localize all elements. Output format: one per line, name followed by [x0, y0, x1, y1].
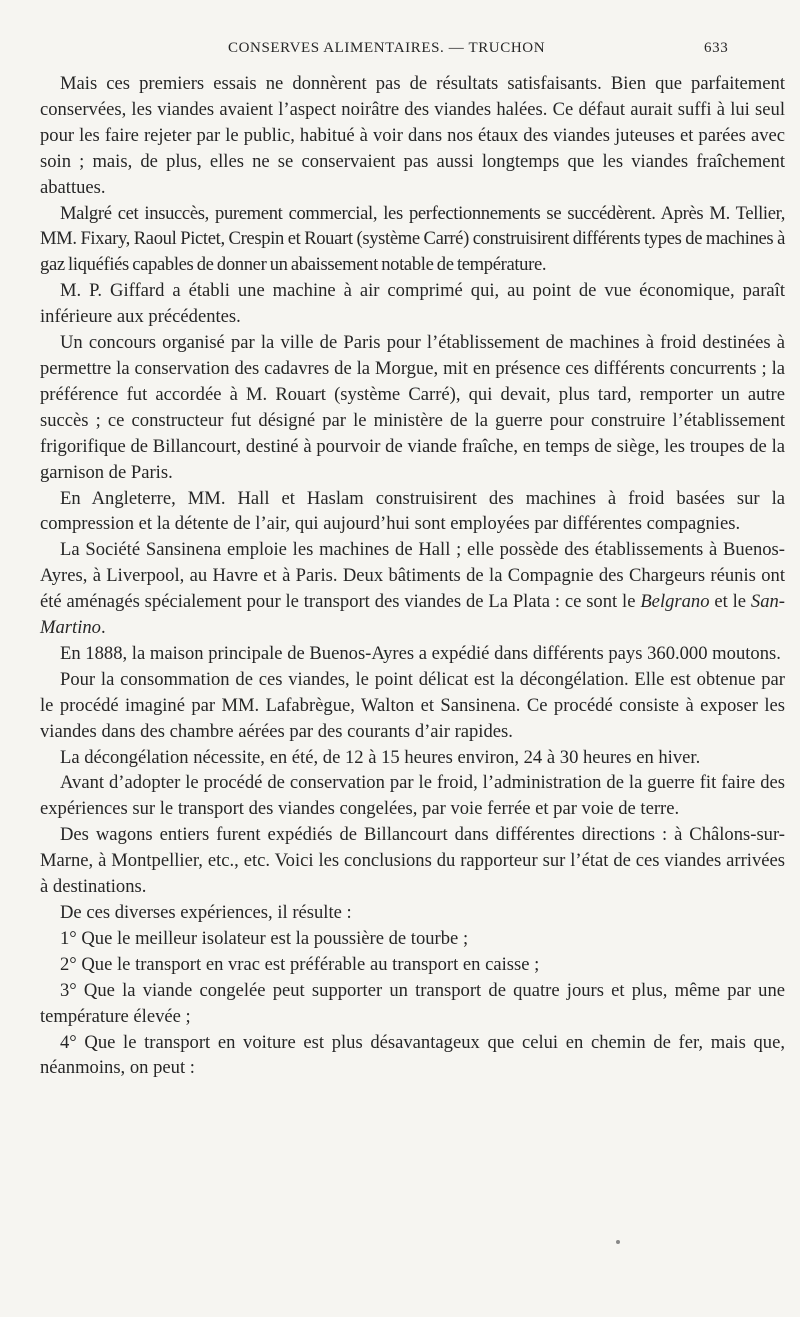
paragraph	[40, 537, 785, 641]
list-item: 1° Que le meilleur isolateur est la poussière de tourbe ;	[60, 927, 469, 949]
paragraph: M. P. Giffard a établi une machine à air comprimé qui, au point de vue économique, paraît inférieure aux précédentes.	[40, 280, 785, 328]
paragraph: Malgré cet insuccès, purement commercial, les perfectionnements se succédèrent. Après M. Tellier, MM. Fixary, Raoul Pictet, Crespin et Rouart (système Carré) construisirent différents types de machines à gaz liquéfiés capables de donner un abaissement notable de température.	[40, 202, 785, 276]
list-item: 2° Que le transport en vrac est préférable au transport en caisse ;	[60, 953, 540, 975]
ink-speck	[616, 1240, 620, 1244]
running-header	[0, 40, 800, 64]
page-number: 633	[704, 40, 729, 56]
ship-joiner: et le	[709, 591, 751, 613]
paragraph: Avant d’adopter le procédé de conservation par le froid, l’administration de la guerre fit faire des expériences sur le transport des viandes congelées, par voie ferrée et par voie de terre.	[40, 772, 785, 820]
running-title: CONSERVES ALIMENTAIRES. — TRUCHON	[228, 40, 546, 56]
list-item: 4° Que le transport en voiture est plus désavantageux que celui en chemin de fer, mais que, néanmoins, on peut :	[40, 1031, 785, 1079]
body-text	[40, 71, 785, 1081]
ship-name-belgrano: Belgrano	[640, 591, 710, 613]
paragraph: Un concours organisé par la ville de Paris pour l’établissement de machines à froid destinées à permettre la conservation des cadavres de la Morgue, mit en présence ces différents concurrents ; la préférence fut accordée à M. Rouart (système Carré), qui devait, plus tard, remporter un autre succès ; ce constructeur fut désigné par le ministère de la guerre pour construire l’établissement frigorifique de Billancourt, destiné à pourvoir de viande fraîche, en temps de siège, les troupes de la garnison de Paris.	[40, 332, 785, 483]
list-item: 3° Que la viande congelée peut supporter un transport de quatre jours et plus, même par une température élevée ;	[40, 979, 785, 1027]
paragraph-text: La Société Sansinena emploie les machines de Hall ; elle possède des établissements à Buenos-Ayres, à Liverpool, au Havre et à Paris. Deux bâtiments de la Compagnie des Chargeurs réunis ont été aménagés spécialement pour le transport des viandes de La Plata : ce sont le	[40, 539, 785, 613]
paragraph: Mais ces premiers essais ne donnèrent pas de résultats satisfaisants. Bien que parfaitement conservées, les viandes avaient l’aspect noirâtre des viandes halées. Ce défaut aurait suffi à lui seul pour les faire rejeter par le public, habitué à voir dans nos étaux des viandes juteuses et parées avec soin ; mais, de plus, elles ne se conservaient pas aussi longtemps que les viandes fraîchement abattues.	[40, 73, 785, 198]
ship-name-san-martino: San-Martino	[40, 591, 785, 639]
paragraph: Pour la consommation de ces viandes, le point délicat est la décongélation. Elle est obtenue par le procédé imaginé par MM. Lafabrègue, Walton et Sansinena. Ce procédé consiste à exposer les viandes dans des chambre aérées par des courants d’air rapides.	[40, 668, 785, 742]
paragraph: De ces diverses expériences, il résulte :	[60, 902, 352, 923]
paragraph: En Angleterre, MM. Hall et Haslam construisirent des machines à froid basées sur la compression et la détente de l’air, qui aujourd’hui sont employées par différentes compagnies.	[40, 487, 785, 535]
paragraph: En 1888, la maison principale de Buenos-Ayres a expédié dans différents pays 360.000 moutons.	[60, 642, 781, 664]
sentence-end: .	[100, 617, 106, 639]
paragraph: La décongélation nécessite, en été, de 12 à 15 heures environ, 24 à 30 heures en hiver.	[60, 746, 701, 768]
paragraph: Des wagons entiers furent expédiés de Billancourt dans différentes directions : à Châlons-sur-Marne, à Montpellier, etc., etc. Voici les conclusions du rapporteur sur l’état de ces viandes arrivées à destinations.	[40, 824, 785, 898]
